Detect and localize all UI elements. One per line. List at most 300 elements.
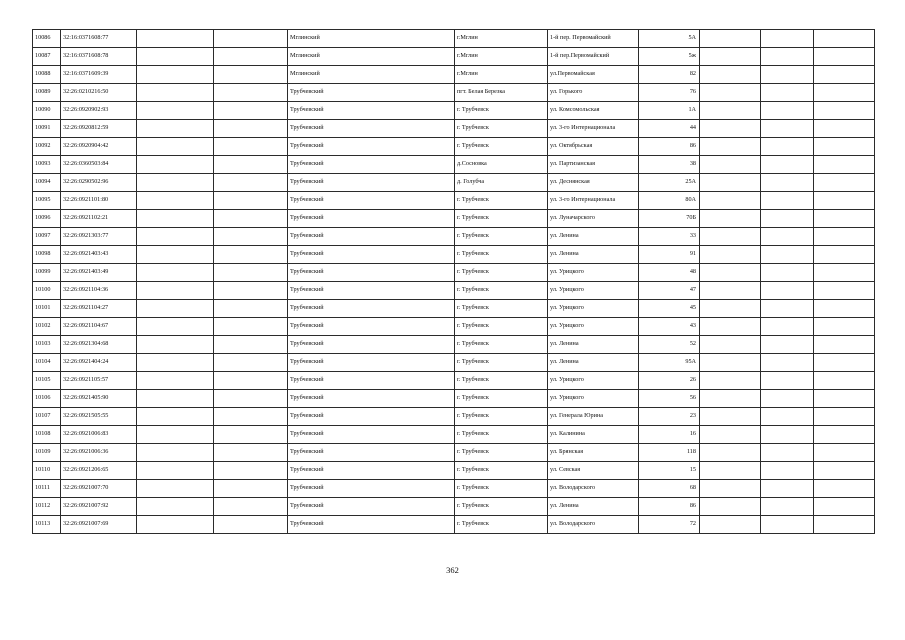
cell-locality: г. Трубчевск — [455, 390, 548, 408]
cell-street: ул. Деснянская — [548, 174, 639, 192]
cell-district: Трубчевский — [288, 372, 455, 390]
cell-row-number: 10096 — [33, 210, 61, 228]
cell-empty — [761, 462, 814, 480]
cell-house-number: 1А — [639, 102, 700, 120]
table-row — [33, 300, 875, 318]
cell-empty — [700, 66, 761, 84]
cell-empty — [761, 480, 814, 498]
cell-cadastral-number: 32:16:0371608:78 — [61, 48, 137, 66]
cell-empty — [214, 174, 288, 192]
cell-house-number: 86 — [639, 498, 700, 516]
table-row — [33, 282, 875, 300]
cell-row-number: 10109 — [33, 444, 61, 462]
cell-locality: г. Трубчевск — [455, 246, 548, 264]
cell-empty — [700, 408, 761, 426]
cell-locality: г. Трубчевск — [455, 354, 548, 372]
cell-locality: г. Трубчевск — [455, 498, 548, 516]
cell-row-number: 10100 — [33, 282, 61, 300]
cell-cadastral-number: 32:26:0920902:93 — [61, 102, 137, 120]
cell-empty — [137, 228, 214, 246]
cell-empty — [814, 282, 875, 300]
cell-empty — [761, 84, 814, 102]
cell-row-number: 10110 — [33, 462, 61, 480]
cell-locality: г. Трубчевск — [455, 228, 548, 246]
page-number: 362 — [446, 565, 459, 575]
cell-empty — [214, 192, 288, 210]
table-row — [33, 462, 875, 480]
cell-district: Трубчевский — [288, 102, 455, 120]
table-body — [33, 30, 875, 534]
cell-empty — [214, 318, 288, 336]
cell-empty — [700, 498, 761, 516]
cell-street: ул. Горького — [548, 84, 639, 102]
cell-house-number: 16 — [639, 426, 700, 444]
cell-empty — [814, 480, 875, 498]
cell-house-number: 5А — [639, 30, 700, 48]
cell-district: Трубчевский — [288, 174, 455, 192]
cell-street: ул. Володарского — [548, 480, 639, 498]
table-row — [33, 156, 875, 174]
cell-empty — [214, 228, 288, 246]
table-row — [33, 264, 875, 282]
cell-district: Мглинский — [288, 66, 455, 84]
cell-empty — [814, 84, 875, 102]
cell-district: Трубчевский — [288, 426, 455, 444]
cell-street: ул. Ленина — [548, 354, 639, 372]
cell-cadastral-number: 32:16:0371608:77 — [61, 30, 137, 48]
cell-district: Трубчевский — [288, 444, 455, 462]
cell-locality: г.Мглин — [455, 48, 548, 66]
cell-house-number: 52 — [639, 336, 700, 354]
cell-locality: г. Трубчевск — [455, 282, 548, 300]
cell-empty — [814, 408, 875, 426]
cell-locality: г. Трубчевск — [455, 102, 548, 120]
cell-house-number: 91 — [639, 246, 700, 264]
cell-cadastral-number: 32:26:0920904:42 — [61, 138, 137, 156]
cell-house-number: 95А — [639, 354, 700, 372]
cell-district: Трубчевский — [288, 120, 455, 138]
cell-locality: г. Трубчевск — [455, 480, 548, 498]
table-row — [33, 372, 875, 390]
cell-empty — [814, 300, 875, 318]
table-row — [33, 66, 875, 84]
cell-empty — [137, 174, 214, 192]
cell-row-number: 10101 — [33, 300, 61, 318]
cell-cadastral-number: 32:26:0921102:21 — [61, 210, 137, 228]
cell-empty — [214, 444, 288, 462]
cell-cadastral-number: 32:26:0921304:68 — [61, 336, 137, 354]
table-row — [33, 390, 875, 408]
table-row — [33, 480, 875, 498]
cell-empty — [214, 156, 288, 174]
cell-empty — [761, 426, 814, 444]
cell-empty — [700, 138, 761, 156]
cell-empty — [814, 228, 875, 246]
cell-empty — [214, 102, 288, 120]
table-row — [33, 138, 875, 156]
cell-empty — [214, 120, 288, 138]
table-row — [33, 408, 875, 426]
cell-empty — [700, 246, 761, 264]
cell-locality: г. Трубчевск — [455, 192, 548, 210]
cell-empty — [700, 48, 761, 66]
cell-district: Трубчевский — [288, 264, 455, 282]
cell-house-number: 38 — [639, 156, 700, 174]
cell-empty — [700, 282, 761, 300]
cell-empty — [814, 156, 875, 174]
cell-empty — [700, 462, 761, 480]
cell-empty — [761, 102, 814, 120]
cell-empty — [137, 516, 214, 534]
cell-house-number: 15 — [639, 462, 700, 480]
cell-empty — [761, 318, 814, 336]
cell-empty — [700, 426, 761, 444]
cell-empty — [214, 408, 288, 426]
table-row — [33, 516, 875, 534]
cell-empty — [700, 228, 761, 246]
cell-empty — [814, 336, 875, 354]
cell-district: Мглинский — [288, 48, 455, 66]
cell-empty — [137, 282, 214, 300]
cell-locality: г. Трубчевск — [455, 516, 548, 534]
cell-house-number: 68 — [639, 480, 700, 498]
cell-locality: г. Трубчевск — [455, 138, 548, 156]
cell-empty — [700, 390, 761, 408]
cell-empty — [214, 516, 288, 534]
cell-row-number: 10112 — [33, 498, 61, 516]
table-row — [33, 318, 875, 336]
cell-row-number: 10095 — [33, 192, 61, 210]
cell-empty — [761, 156, 814, 174]
cell-district: Трубчевский — [288, 156, 455, 174]
cell-empty — [814, 48, 875, 66]
cell-empty — [761, 192, 814, 210]
cell-cadastral-number: 32:26:0921006:83 — [61, 426, 137, 444]
cell-empty — [137, 444, 214, 462]
cell-cadastral-number: 32:26:0921007:70 — [61, 480, 137, 498]
cell-district: Трубчевский — [288, 498, 455, 516]
cell-locality: г. Трубчевск — [455, 444, 548, 462]
cell-house-number: 72 — [639, 516, 700, 534]
cell-empty — [137, 354, 214, 372]
cell-house-number: 44 — [639, 120, 700, 138]
cell-empty — [214, 462, 288, 480]
cell-locality: г. Трубчевск — [455, 120, 548, 138]
cell-empty — [214, 30, 288, 48]
cell-house-number: 86 — [639, 138, 700, 156]
cell-empty — [761, 444, 814, 462]
cell-empty — [761, 174, 814, 192]
cell-district: Трубчевский — [288, 300, 455, 318]
cell-row-number: 10089 — [33, 84, 61, 102]
table-row — [33, 336, 875, 354]
cell-row-number: 10098 — [33, 246, 61, 264]
cell-empty — [214, 498, 288, 516]
cell-empty — [814, 372, 875, 390]
cell-empty — [137, 120, 214, 138]
cell-empty — [814, 264, 875, 282]
cell-locality: г. Трубчевск — [455, 210, 548, 228]
cell-street: ул. 3-го Интернационала — [548, 192, 639, 210]
table-row — [33, 30, 875, 48]
cell-empty — [137, 390, 214, 408]
cell-empty — [214, 480, 288, 498]
cell-empty — [214, 66, 288, 84]
cell-street: ул. Брянская — [548, 444, 639, 462]
cell-empty — [137, 138, 214, 156]
cell-district: Трубчевский — [288, 138, 455, 156]
cell-empty — [214, 336, 288, 354]
cell-empty — [761, 390, 814, 408]
cell-empty — [761, 120, 814, 138]
cell-district: Трубчевский — [288, 408, 455, 426]
cell-row-number: 10086 — [33, 30, 61, 48]
cell-empty — [700, 354, 761, 372]
cell-house-number: 26 — [639, 372, 700, 390]
cell-locality: г. Трубчевск — [455, 264, 548, 282]
cell-empty — [700, 210, 761, 228]
cell-empty — [214, 282, 288, 300]
table-row — [33, 426, 875, 444]
cell-empty — [814, 210, 875, 228]
cell-empty — [814, 192, 875, 210]
cell-empty — [814, 426, 875, 444]
cell-empty — [814, 354, 875, 372]
cell-empty — [814, 444, 875, 462]
cell-cadastral-number: 32:26:0921006:36 — [61, 444, 137, 462]
cell-house-number: 47 — [639, 282, 700, 300]
cell-row-number: 10108 — [33, 426, 61, 444]
cell-house-number: 70Б — [639, 210, 700, 228]
cell-street: ул. Ленина — [548, 498, 639, 516]
cell-house-number: 45 — [639, 300, 700, 318]
cell-house-number: 82 — [639, 66, 700, 84]
cell-empty — [814, 120, 875, 138]
cell-empty — [761, 210, 814, 228]
cell-cadastral-number: 32:26:0290502:96 — [61, 174, 137, 192]
cell-cadastral-number: 32:26:0921104:36 — [61, 282, 137, 300]
cell-district: Трубчевский — [288, 318, 455, 336]
cell-locality: г. Трубчевск — [455, 318, 548, 336]
cell-house-number: 25А — [639, 174, 700, 192]
cell-empty — [761, 30, 814, 48]
cell-empty — [214, 300, 288, 318]
cell-row-number: 10111 — [33, 480, 61, 498]
cell-empty — [700, 318, 761, 336]
cell-empty — [814, 390, 875, 408]
cell-row-number: 10090 — [33, 102, 61, 120]
cell-row-number: 10087 — [33, 48, 61, 66]
cell-district: Трубчевский — [288, 390, 455, 408]
cell-empty — [700, 156, 761, 174]
cell-cadastral-number: 32:26:0921403:49 — [61, 264, 137, 282]
cell-street: ул. Урицкого — [548, 372, 639, 390]
cell-empty — [137, 480, 214, 498]
cell-empty — [761, 48, 814, 66]
table-row — [33, 192, 875, 210]
cell-street: ул. Комсомольская — [548, 102, 639, 120]
cell-empty — [814, 30, 875, 48]
cell-empty — [761, 498, 814, 516]
table-row — [33, 120, 875, 138]
cell-cadastral-number: 32:26:0920812:59 — [61, 120, 137, 138]
cell-district: Трубчевский — [288, 282, 455, 300]
cell-locality: д.Сосновка — [455, 156, 548, 174]
cell-empty — [214, 264, 288, 282]
cell-empty — [214, 84, 288, 102]
cell-empty — [761, 336, 814, 354]
cell-row-number: 10097 — [33, 228, 61, 246]
cell-empty — [137, 264, 214, 282]
cell-empty — [137, 336, 214, 354]
cell-empty — [761, 354, 814, 372]
cell-empty — [814, 138, 875, 156]
cell-street: 1-й пер.Первомайский — [548, 48, 639, 66]
cell-district: Трубчевский — [288, 246, 455, 264]
cell-cadastral-number: 32:26:0921403:43 — [61, 246, 137, 264]
cell-empty — [137, 372, 214, 390]
cell-cadastral-number: 32:16:0371609:39 — [61, 66, 137, 84]
cell-empty — [761, 300, 814, 318]
cell-street: ул. Ленина — [548, 246, 639, 264]
cell-empty — [137, 318, 214, 336]
cell-empty — [137, 210, 214, 228]
cell-empty — [214, 426, 288, 444]
cell-empty — [700, 84, 761, 102]
cell-locality: г. Трубчевск — [455, 300, 548, 318]
cell-street: ул. Урицкого — [548, 300, 639, 318]
cell-cadastral-number: 32:26:0360503:84 — [61, 156, 137, 174]
cell-empty — [214, 246, 288, 264]
cell-district: Трубчевский — [288, 228, 455, 246]
cell-house-number: 56 — [639, 390, 700, 408]
table-row — [33, 246, 875, 264]
cell-locality: г. Трубчевск — [455, 426, 548, 444]
cell-locality: г.Мглин — [455, 66, 548, 84]
cell-empty — [700, 102, 761, 120]
cell-district: Трубчевский — [288, 354, 455, 372]
cell-empty — [137, 300, 214, 318]
cell-empty — [761, 408, 814, 426]
cell-house-number: 23 — [639, 408, 700, 426]
cell-district: Трубчевский — [288, 336, 455, 354]
cell-house-number: 76 — [639, 84, 700, 102]
cell-row-number: 10103 — [33, 336, 61, 354]
cell-locality: г. Трубчевск — [455, 408, 548, 426]
cell-cadastral-number: 32:26:0921104:67 — [61, 318, 137, 336]
cell-locality: г. Трубчевск — [455, 336, 548, 354]
cell-street: ул. Севская — [548, 462, 639, 480]
cell-house-number: 80А — [639, 192, 700, 210]
cell-empty — [137, 192, 214, 210]
cell-cadastral-number: 32:26:0210216:50 — [61, 84, 137, 102]
cell-empty — [700, 444, 761, 462]
table-row — [33, 444, 875, 462]
cell-empty — [137, 30, 214, 48]
cell-empty — [700, 372, 761, 390]
cell-empty — [214, 48, 288, 66]
cell-empty — [814, 462, 875, 480]
cell-cadastral-number: 32:26:0921505:55 — [61, 408, 137, 426]
cell-empty — [814, 516, 875, 534]
cell-empty — [761, 516, 814, 534]
cell-empty — [700, 336, 761, 354]
cell-empty — [761, 372, 814, 390]
cell-district: Трубчевский — [288, 516, 455, 534]
cell-empty — [214, 372, 288, 390]
cell-empty — [214, 390, 288, 408]
table-row — [33, 174, 875, 192]
cell-district: Трубчевский — [288, 462, 455, 480]
table-row — [33, 84, 875, 102]
cell-empty — [137, 246, 214, 264]
cell-empty — [814, 498, 875, 516]
cell-house-number: 5ж — [639, 48, 700, 66]
cell-empty — [137, 462, 214, 480]
cell-empty — [700, 264, 761, 282]
cell-row-number: 10102 — [33, 318, 61, 336]
cell-street: ул. 3-го Интернационала — [548, 120, 639, 138]
cell-empty — [137, 408, 214, 426]
cell-empty — [761, 264, 814, 282]
registry-table — [32, 29, 875, 534]
cell-district: Трубчевский — [288, 480, 455, 498]
cell-district: Мглинский — [288, 30, 455, 48]
cell-empty — [814, 174, 875, 192]
cell-street: ул.Первомайская — [548, 66, 639, 84]
cell-street: ул. Партизанская — [548, 156, 639, 174]
cell-empty — [700, 192, 761, 210]
cell-district: Трубчевский — [288, 84, 455, 102]
cell-empty — [214, 210, 288, 228]
table-row — [33, 354, 875, 372]
cell-street: ул. Ленина — [548, 228, 639, 246]
cell-empty — [700, 300, 761, 318]
cell-empty — [761, 66, 814, 84]
cell-cadastral-number: 32:26:0921405:90 — [61, 390, 137, 408]
cell-row-number: 10104 — [33, 354, 61, 372]
cell-street: ул. Урицкого — [548, 264, 639, 282]
cell-locality: пгт. Белая Березка — [455, 84, 548, 102]
cell-cadastral-number: 32:26:0921404:24 — [61, 354, 137, 372]
cell-empty — [814, 246, 875, 264]
cell-empty — [814, 66, 875, 84]
cell-empty — [814, 318, 875, 336]
cell-street: ул. Урицкого — [548, 282, 639, 300]
cell-street: ул. Луначарского — [548, 210, 639, 228]
cell-cadastral-number: 32:26:0921104:27 — [61, 300, 137, 318]
cell-house-number: 48 — [639, 264, 700, 282]
cell-cadastral-number: 32:26:0921105:57 — [61, 372, 137, 390]
cell-street: ул. Урицкого — [548, 318, 639, 336]
table-row — [33, 498, 875, 516]
cell-cadastral-number: 32:26:0921007:69 — [61, 516, 137, 534]
cell-row-number: 10091 — [33, 120, 61, 138]
cell-row-number: 10092 — [33, 138, 61, 156]
cell-locality: г. Трубчевск — [455, 372, 548, 390]
cell-row-number: 10093 — [33, 156, 61, 174]
cell-locality: д. Голубча — [455, 174, 548, 192]
cell-empty — [137, 426, 214, 444]
cell-row-number: 10113 — [33, 516, 61, 534]
cell-street: ул. Калинина — [548, 426, 639, 444]
cell-street: ул. Октябрьская — [548, 138, 639, 156]
cell-empty — [761, 282, 814, 300]
cell-district: Трубчевский — [288, 210, 455, 228]
table-row — [33, 228, 875, 246]
cell-district: Трубчевский — [288, 192, 455, 210]
cell-row-number: 10106 — [33, 390, 61, 408]
